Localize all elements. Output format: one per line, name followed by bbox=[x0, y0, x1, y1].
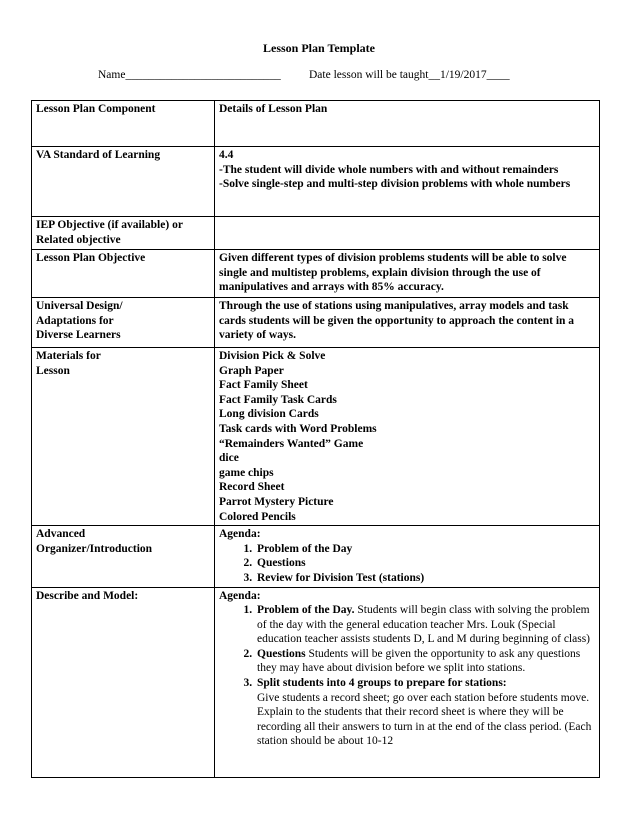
item-text: Students will begin class with solving the problem of the day with the general education teacher Mrs. Louk (Special education teacher assists students D, L and M during beginning of class) bbox=[257, 604, 591, 646]
agenda-list bbox=[219, 542, 595, 586]
list-item: game chips bbox=[219, 466, 274, 479]
item-title: Questions bbox=[257, 647, 306, 660]
row-details bbox=[215, 147, 600, 217]
list-item: dice bbox=[219, 452, 239, 465]
list-item bbox=[255, 676, 595, 749]
list-item: Fact Family Task Cards bbox=[219, 393, 337, 406]
list-item: Fact Family Sheet bbox=[219, 379, 308, 392]
row-component: VA Standard of Learning bbox=[32, 147, 215, 217]
table-row bbox=[32, 526, 600, 587]
list-item bbox=[255, 603, 595, 647]
component-line: Advanced bbox=[36, 528, 86, 541]
list-item: Parrot Mystery Picture bbox=[219, 495, 334, 508]
item-text: Give students a record sheet; go over each station before students move. Explain to the students that their record sheet is where they will be recording all their answers to turn in at the end of the class period. (Each station should be about 10-12 bbox=[257, 691, 592, 748]
list-item bbox=[255, 647, 595, 676]
name-line: Name___________________________ bbox=[98, 69, 281, 81]
component-line: Universal Design/ bbox=[36, 300, 123, 312]
component-line: Materials for bbox=[36, 350, 101, 362]
row-component: IEP Objective (if available) or Related objective bbox=[32, 217, 215, 250]
table-row bbox=[32, 587, 600, 777]
list-item: Record Sheet bbox=[219, 481, 285, 494]
row-details: Through the use of stations using manipulatives, array models and task cards students will be given the opportunity to approach the content in a variety of ways. bbox=[215, 298, 600, 348]
row-component bbox=[32, 348, 215, 526]
page-title: Lesson Plan Template bbox=[262, 41, 376, 55]
component-line: Organizer/Introduction bbox=[36, 542, 153, 555]
date-line: Date lesson will be taught__1/19/2017____ bbox=[309, 69, 510, 81]
row-details bbox=[215, 587, 600, 777]
list-item: Task cards with Word Problems bbox=[219, 422, 377, 435]
detail-line: 4.4 bbox=[219, 149, 234, 161]
item-title: Problem of the Day. bbox=[257, 604, 355, 617]
table-row bbox=[32, 217, 600, 250]
list-item: Division Pick & Solve bbox=[219, 350, 326, 362]
component-line: Diverse Learners bbox=[36, 329, 121, 342]
agenda-label: Agenda: bbox=[219, 589, 261, 602]
item-title: Split students into 4 groups to prepare for stations: bbox=[257, 677, 507, 690]
detail-line: -The student will divide whole numbers with and without remainders bbox=[219, 163, 559, 176]
table-header-row bbox=[32, 101, 600, 147]
header-component: Lesson Plan Component bbox=[32, 101, 215, 147]
component-line: Adaptations for bbox=[36, 314, 114, 327]
lesson-plan-table bbox=[31, 100, 600, 778]
header-details: Details of Lesson Plan bbox=[215, 101, 600, 147]
table-row bbox=[32, 147, 600, 217]
row-component: Describe and Model: bbox=[32, 587, 215, 777]
list-item: 1. Problem of the Day bbox=[255, 542, 595, 557]
list-item: 3. Review for Division Test (stations) bbox=[255, 571, 595, 586]
row-details: Given different types of division problems students will be able to solve single and multistep problems, explain division through the use of manipulatives and arrays with 85% accuracy. bbox=[215, 250, 600, 298]
list-item: Graph Paper bbox=[219, 364, 284, 377]
list-item: “Remainders Wanted” Game bbox=[219, 437, 364, 450]
table-row bbox=[32, 250, 600, 298]
materials-list bbox=[215, 348, 600, 526]
row-component bbox=[32, 526, 215, 587]
detail-line: -Solve single-step and multi-step division problems with whole numbers bbox=[219, 178, 571, 191]
row-details bbox=[215, 526, 600, 587]
row-component: Lesson Plan Objective bbox=[32, 250, 215, 298]
agenda-label: Agenda: bbox=[219, 528, 261, 541]
list-item: 2. Questions bbox=[255, 556, 595, 571]
list-item: Long division Cards bbox=[219, 408, 319, 421]
item-text: Students will be given the opportunity to ask any questions they may have about division before we split into stations. bbox=[257, 647, 581, 675]
row-component bbox=[32, 298, 215, 348]
table-row bbox=[32, 348, 600, 526]
row-details bbox=[215, 217, 600, 250]
table-row bbox=[32, 298, 600, 348]
agenda-list bbox=[219, 603, 595, 749]
list-item: Colored Pencils bbox=[219, 510, 296, 523]
component-line: Lesson bbox=[36, 364, 70, 377]
